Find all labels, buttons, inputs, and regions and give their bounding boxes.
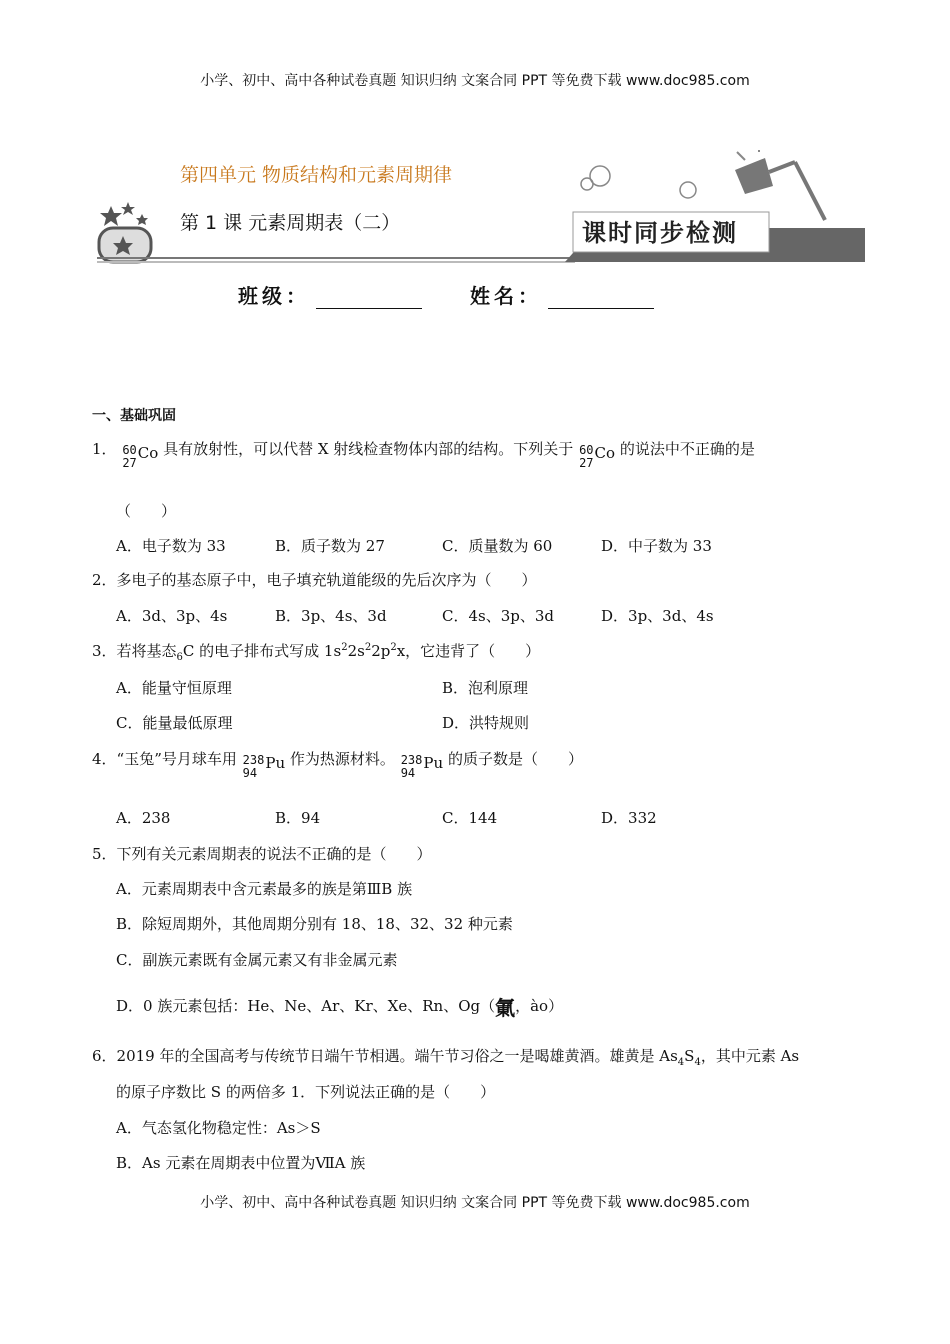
isotope-co: 60 27 Co <box>122 443 159 470</box>
q3-option-a[interactable]: A．能量守恒原理 <box>116 679 232 697</box>
question-2: 2．多电子的基态原子中，电子填充轨道能级的先后次序为（ ） <box>92 571 537 589</box>
q4-option-a[interactable]: A．238 <box>116 809 171 827</box>
q5-option-c[interactable]: C．副族元素既有金属元素又有非金属元素 <box>116 951 398 969</box>
star-icon <box>100 206 122 226</box>
q5-option-a[interactable]: A．元素周期表中含元素最多的族是第ⅢB 族 <box>116 880 413 898</box>
star-icon <box>136 214 148 225</box>
question-3: 3．若将基态$_6$C 的电子排布式写成 $1s^22s^22p^2x$，它违背了（ ） <box>92 642 541 663</box>
name-blank[interactable] <box>548 286 654 309</box>
q2-option-a[interactable]: A．3d、3p、4s <box>116 607 228 625</box>
q4-option-b[interactable]: B．94 <box>275 809 321 827</box>
q4-option-d[interactable]: D．332 <box>601 809 657 827</box>
q1-option-c[interactable]: C．质量数为 60 <box>442 537 553 555</box>
isotope-pu: 238 94 Pu <box>400 753 444 780</box>
lamp-icon <box>735 150 825 220</box>
question-1: 1． 60 27 Co 具有放射性，可以代替 X 射线检查物体内部的结构。下列关于 60 27 Co 的说法中不正确的是 <box>92 440 755 470</box>
isotope-co: 60 27 Co <box>579 443 616 470</box>
class-field[interactable] <box>238 280 422 309</box>
q1-option-b[interactable]: B．质子数为 27 <box>275 537 385 555</box>
question-5: 5．下列有关元素周期表的说法不正确的是（ ） <box>92 845 432 863</box>
star-icon <box>121 202 135 215</box>
lesson-title: 第 1 课 元素周期表（二） <box>180 212 401 234</box>
q1-paren: （ ） <box>116 502 177 520</box>
q4-option-c[interactable]: C．144 <box>442 809 498 827</box>
stamp-text: 课时同步检测 <box>582 219 738 247</box>
unit-title: 第四单元 物质结构和元素周期律 <box>180 164 453 186</box>
q1-option-a[interactable]: A．电子数为 33 <box>116 537 226 555</box>
page-header: 小学、初中、高中各种试卷真题 知识归纳 文案合同 PPT 等免费下载 www.doc985.com <box>200 73 750 89</box>
q3-option-c[interactable]: C．能量最低原理 <box>116 714 233 732</box>
isotope-pu: 238 94 Pu <box>242 753 286 780</box>
q6-option-a[interactable]: A．气态氢化物稳定性：As＞S <box>116 1119 321 1137</box>
q5-option-d[interactable]: D．0 族元素包括：He、Ne、Ar、Kr、Xe、Rn、Og（氭，ào） <box>116 992 563 1021</box>
q2-option-d[interactable]: D．3p、3d、4s <box>601 607 714 625</box>
question-6-line2: 的原子序数比 S 的两倍多 1．下列说法正确的是（ ） <box>116 1083 496 1101</box>
name-label: 姓名： <box>470 284 542 308</box>
q3-option-b[interactable]: B．泡利原理 <box>442 679 529 697</box>
q3-option-d[interactable]: D．洪特规则 <box>442 714 530 732</box>
q1-option-d[interactable]: D．中子数为 33 <box>601 537 712 555</box>
q2-option-b[interactable]: B．3p、4s、3d <box>275 607 387 625</box>
q6-option-b[interactable]: B．As 元素在周期表中位置为ⅦA 族 <box>116 1154 366 1172</box>
question-4: 4．“玉兔”号月球车用 238 94 Pu 作为热源材料。 238 94 Pu 的质子数是（ ） <box>92 750 583 780</box>
q5-option-b[interactable]: B．除短周期外，其他周期分别有 18、18、32、32 种元素 <box>116 915 513 933</box>
section-title: 一、基础巩固 <box>92 408 176 424</box>
name-field[interactable] <box>470 280 654 309</box>
og-glyph: 氭 <box>495 996 516 1020</box>
page-footer: 小学、初中、高中各种试卷真题 知识归纳 文案合同 PPT 等免费下载 www.doc985.com <box>200 1195 750 1211</box>
question-6-line1: 6．2019 年的全国高考与传统节日端午节相遇。端午节习俗之一是喝雄黄酒。雄黄是 $As_4S_4$，其中元素 As <box>92 1047 800 1068</box>
class-label: 班级： <box>238 284 310 308</box>
class-blank[interactable] <box>316 286 422 309</box>
q2-option-c[interactable]: C．4s、3p、3d <box>442 607 555 625</box>
